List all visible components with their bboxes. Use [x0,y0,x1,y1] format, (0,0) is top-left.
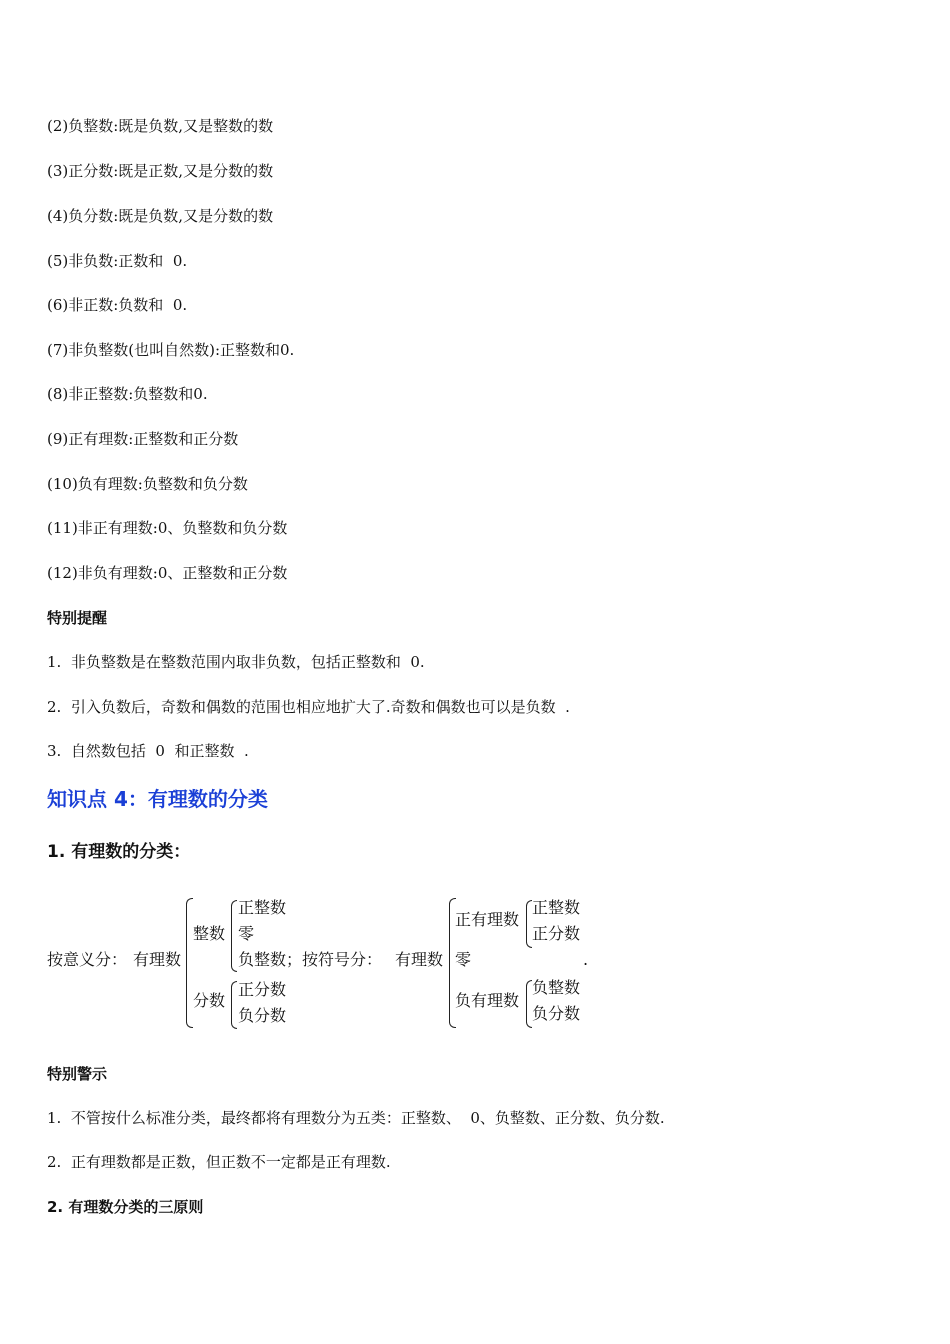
node-negative-rational: 负有理数 [455,991,520,1010]
leaf-negative-integer: 负整数；按符号分： [238,950,383,969]
leaf-negative-fraction-2: 负分数 [532,1004,581,1023]
node-fractions: 分数 [193,991,226,1010]
reminder-heading: 特别提醒 [47,609,108,627]
definition-line: (7)非负整数(也叫自然数):正整数和0. [47,341,295,359]
warning-item: 1. 不管按什么标准分类，最终都将有理数分为五类：正整数、 0、负整数、正分数、负分数. [47,1109,665,1127]
definition-line: (4)负分数:既是负数,又是分数的数 [47,207,274,225]
leaf-positive-fraction-2: 正分数 [532,924,581,943]
reminder-item: 2. 引入负数后，奇数和偶数的范围也相应地扩大了.奇数和偶数也可以是负数 . [47,698,570,716]
leaf-negative-integer-2: 负整数 [532,978,581,997]
definition-line: (6)非正数:负数和 0. [47,296,188,314]
definition-line: (9)正有理数:正整数和正分数 [47,430,239,448]
diagram-root-rational-2: 有理数 [395,950,444,969]
next-heading: 2. 有理数分类的三原则 [47,1198,204,1216]
definition-line: (11)非正有理数:0、负整数和负分数 [47,519,288,537]
definition-line: (10)负有理数:负整数和负分数 [47,475,248,493]
leaf-positive-fraction: 正分数 [238,980,287,999]
reminder-item: 1. 非负整数是在整数范围内取非负数，包括正整数和 0. [47,653,425,671]
diagram-root-rational: 有理数 [133,950,182,969]
warning-heading: 特别警示 [47,1065,108,1083]
brace-main [186,898,193,1028]
definition-line: (5)非负数:正数和 0. [47,252,188,270]
node-zero-2: 零 [455,950,472,969]
definition-line: (8)非正整数:负整数和0. [47,385,208,403]
section-title: 知识点 4：有理数的分类 [47,787,268,811]
node-integers: 整数 [193,924,226,943]
brace-integers [231,900,237,972]
warning-item: 2. 正有理数都是正数，但正数不一定都是正有理数. [47,1153,391,1171]
definition-line: (2)负整数:既是负数,又是整数的数 [47,117,274,135]
leaf-positive-integer: 正整数 [238,898,287,917]
definition-line: (3)正分数:既是正数,又是分数的数 [47,162,274,180]
node-positive-rational: 正有理数 [455,910,520,929]
leaf-positive-integer-2: 正整数 [532,898,581,917]
definition-line: (12)非负有理数:0、正整数和正分数 [47,564,288,582]
leaf-zero: 零 [238,924,255,943]
section-subtitle: 1. 有理数的分类： [47,842,191,862]
by-meaning-label: 按意义分： [47,950,128,969]
brace-fractions [231,981,237,1029]
leaf-negative-fraction: 负分数 [238,1006,287,1025]
reminder-item: 3. 自然数包括 0 和正整数 . [47,742,249,760]
diagram-end-dot: . [583,950,589,969]
